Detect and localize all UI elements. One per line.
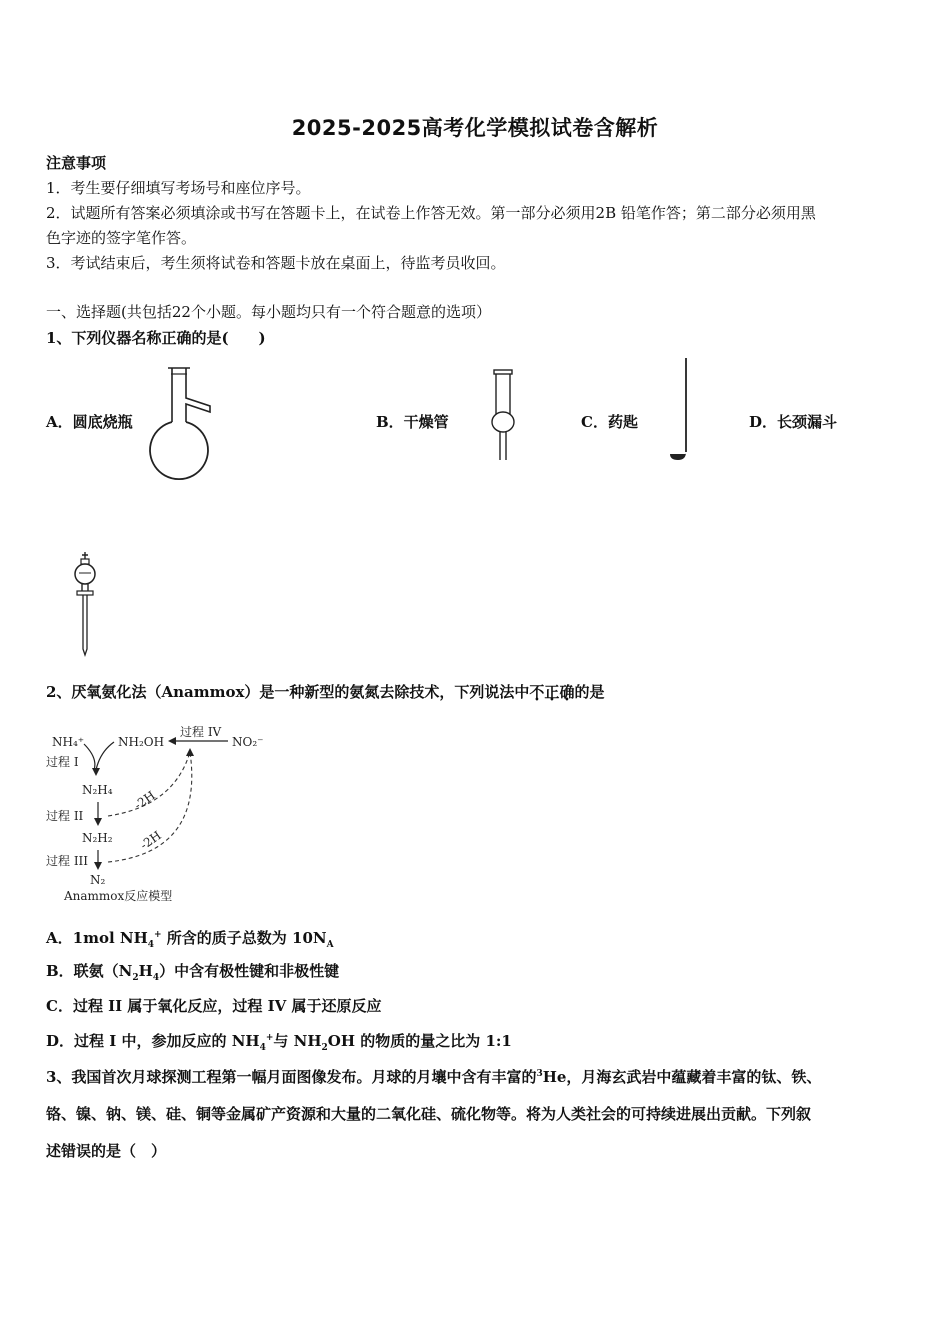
q2-a-sup: + bbox=[154, 930, 162, 940]
q2-d-sup: + bbox=[265, 1033, 274, 1043]
q2-stem-em-1: 不 bbox=[529, 683, 545, 701]
q2-a-text-1: A．1mol NH bbox=[46, 929, 148, 947]
q2-a-text-2: 所含的质子总数为 10N bbox=[161, 929, 327, 947]
notice-item-2-cont: 色字迹的签字笔作答。 bbox=[46, 229, 197, 247]
diagram-caption: Anammox反应模型 bbox=[64, 889, 173, 903]
q2-d-text-3: OH 的物质的量之比为 1:1 bbox=[327, 1032, 512, 1050]
label-step4: 过程 IV bbox=[180, 725, 222, 739]
q2-b-sub2: 4 bbox=[152, 973, 160, 983]
q3-line1-sup: 3 bbox=[536, 1069, 543, 1079]
q2-d-sub2: 2 bbox=[321, 1043, 328, 1053]
label-no2: NO₂⁻ bbox=[232, 735, 264, 749]
label-n2h2: N₂H₂ bbox=[82, 831, 113, 845]
label-step2: 过程 II bbox=[46, 809, 84, 823]
section-heading: 一、选择题(共包括22个小题。每小题均只有一个符合题意的选项） bbox=[46, 303, 491, 321]
q1-option-a: A．圆底烧瓶 bbox=[46, 413, 133, 431]
q2-b-text-3: ）中含有极性键和非极性键 bbox=[159, 962, 340, 980]
q2-stem-pre: 2、厌氧氨化法（Anammox）是一种新型的氨氮去除技术，下列说法中 bbox=[46, 683, 530, 701]
q2-d-text-2: 与 NH bbox=[273, 1032, 322, 1050]
q3-line1-post: He，月海玄武岩中蕴藏着丰富的钛、铁、 bbox=[542, 1068, 822, 1086]
q3-line-3: 述错误的是（ ） bbox=[46, 1142, 167, 1160]
label-minus2h-b: -2H bbox=[137, 828, 164, 853]
q3-line1-pre: 3、我国首次月球探测工程第一幅月面图像发布。月球的月壤中含有丰富的 bbox=[46, 1068, 537, 1086]
page-title: 2025-2025高考化学模拟试卷含解析 bbox=[291, 116, 659, 140]
round-bottom-flask-icon bbox=[150, 362, 220, 468]
q1-option-c: C．药匙 bbox=[581, 413, 638, 431]
q2-option-a bbox=[46, 927, 334, 950]
notice-item-2: 2．试题所有答案必须填涂或书写在答题卡上，在试卷上作答无效。第一部分必须用2B 铅笔作答；第二部分必须用黑 bbox=[46, 204, 816, 222]
q2-b-text-2: H bbox=[138, 962, 153, 980]
q1-option-b: B．干燥管 bbox=[376, 413, 449, 431]
label-nh4: NH₄⁺ bbox=[52, 735, 85, 749]
q1-option-d: D．长颈漏斗 bbox=[749, 413, 838, 431]
q2-a-sub: 4 bbox=[147, 940, 155, 950]
q2-a-sub2: A bbox=[326, 940, 334, 950]
q3-line-2: 铬、镍、钠、镁、硅、铜等金属矿产资源和大量的二氧化硅、硫化物等。将为人类社会的可持续进展出贡献。下列叙 bbox=[46, 1105, 812, 1123]
label-minus2h-a: -2H bbox=[131, 788, 158, 813]
drying-tube-icon bbox=[488, 368, 518, 464]
q2-stem-em-2: 正 bbox=[544, 683, 560, 701]
q2-stem-em-3: 确 bbox=[559, 683, 575, 701]
label-step3: 过程 III bbox=[46, 854, 89, 868]
notice-item-3: 3．考试结束后，考生须将试卷和答题卡放在桌面上，待监考员收回。 bbox=[46, 254, 506, 272]
anammox-diagram bbox=[44, 722, 264, 906]
q2-stem bbox=[46, 681, 604, 702]
notice-heading: 注意事项 bbox=[46, 154, 107, 172]
q2-stem-post: 的是 bbox=[574, 683, 605, 701]
notice-item-1: 1．考生要仔细填写考场号和座位序号。 bbox=[46, 179, 311, 197]
label-nh2oh: NH₂OH bbox=[118, 735, 165, 749]
label-step1: 过程 I bbox=[46, 755, 79, 769]
label-n2: N₂ bbox=[90, 873, 106, 887]
q2-option-b bbox=[46, 960, 339, 983]
q1-stem: 1、下列仪器名称正确的是( ) bbox=[46, 329, 266, 347]
q2-d-sub: 4 bbox=[259, 1043, 266, 1053]
q3-line-1 bbox=[46, 1066, 821, 1087]
spatula-icon bbox=[668, 356, 692, 464]
separatory-funnel-icon bbox=[70, 551, 100, 657]
q2-option-d bbox=[46, 1030, 512, 1053]
label-n2h4: N₂H₄ bbox=[82, 783, 113, 797]
q2-b-text-1: B．联氨（N bbox=[46, 962, 133, 980]
q2-option-c: C．过程 II 属于氧化反应，过程 IV 属于还原反应 bbox=[46, 997, 382, 1015]
q2-b-sub: 2 bbox=[132, 973, 139, 983]
q2-d-text-1: D．过程 I 中，参加反应的 NH bbox=[46, 1032, 260, 1050]
